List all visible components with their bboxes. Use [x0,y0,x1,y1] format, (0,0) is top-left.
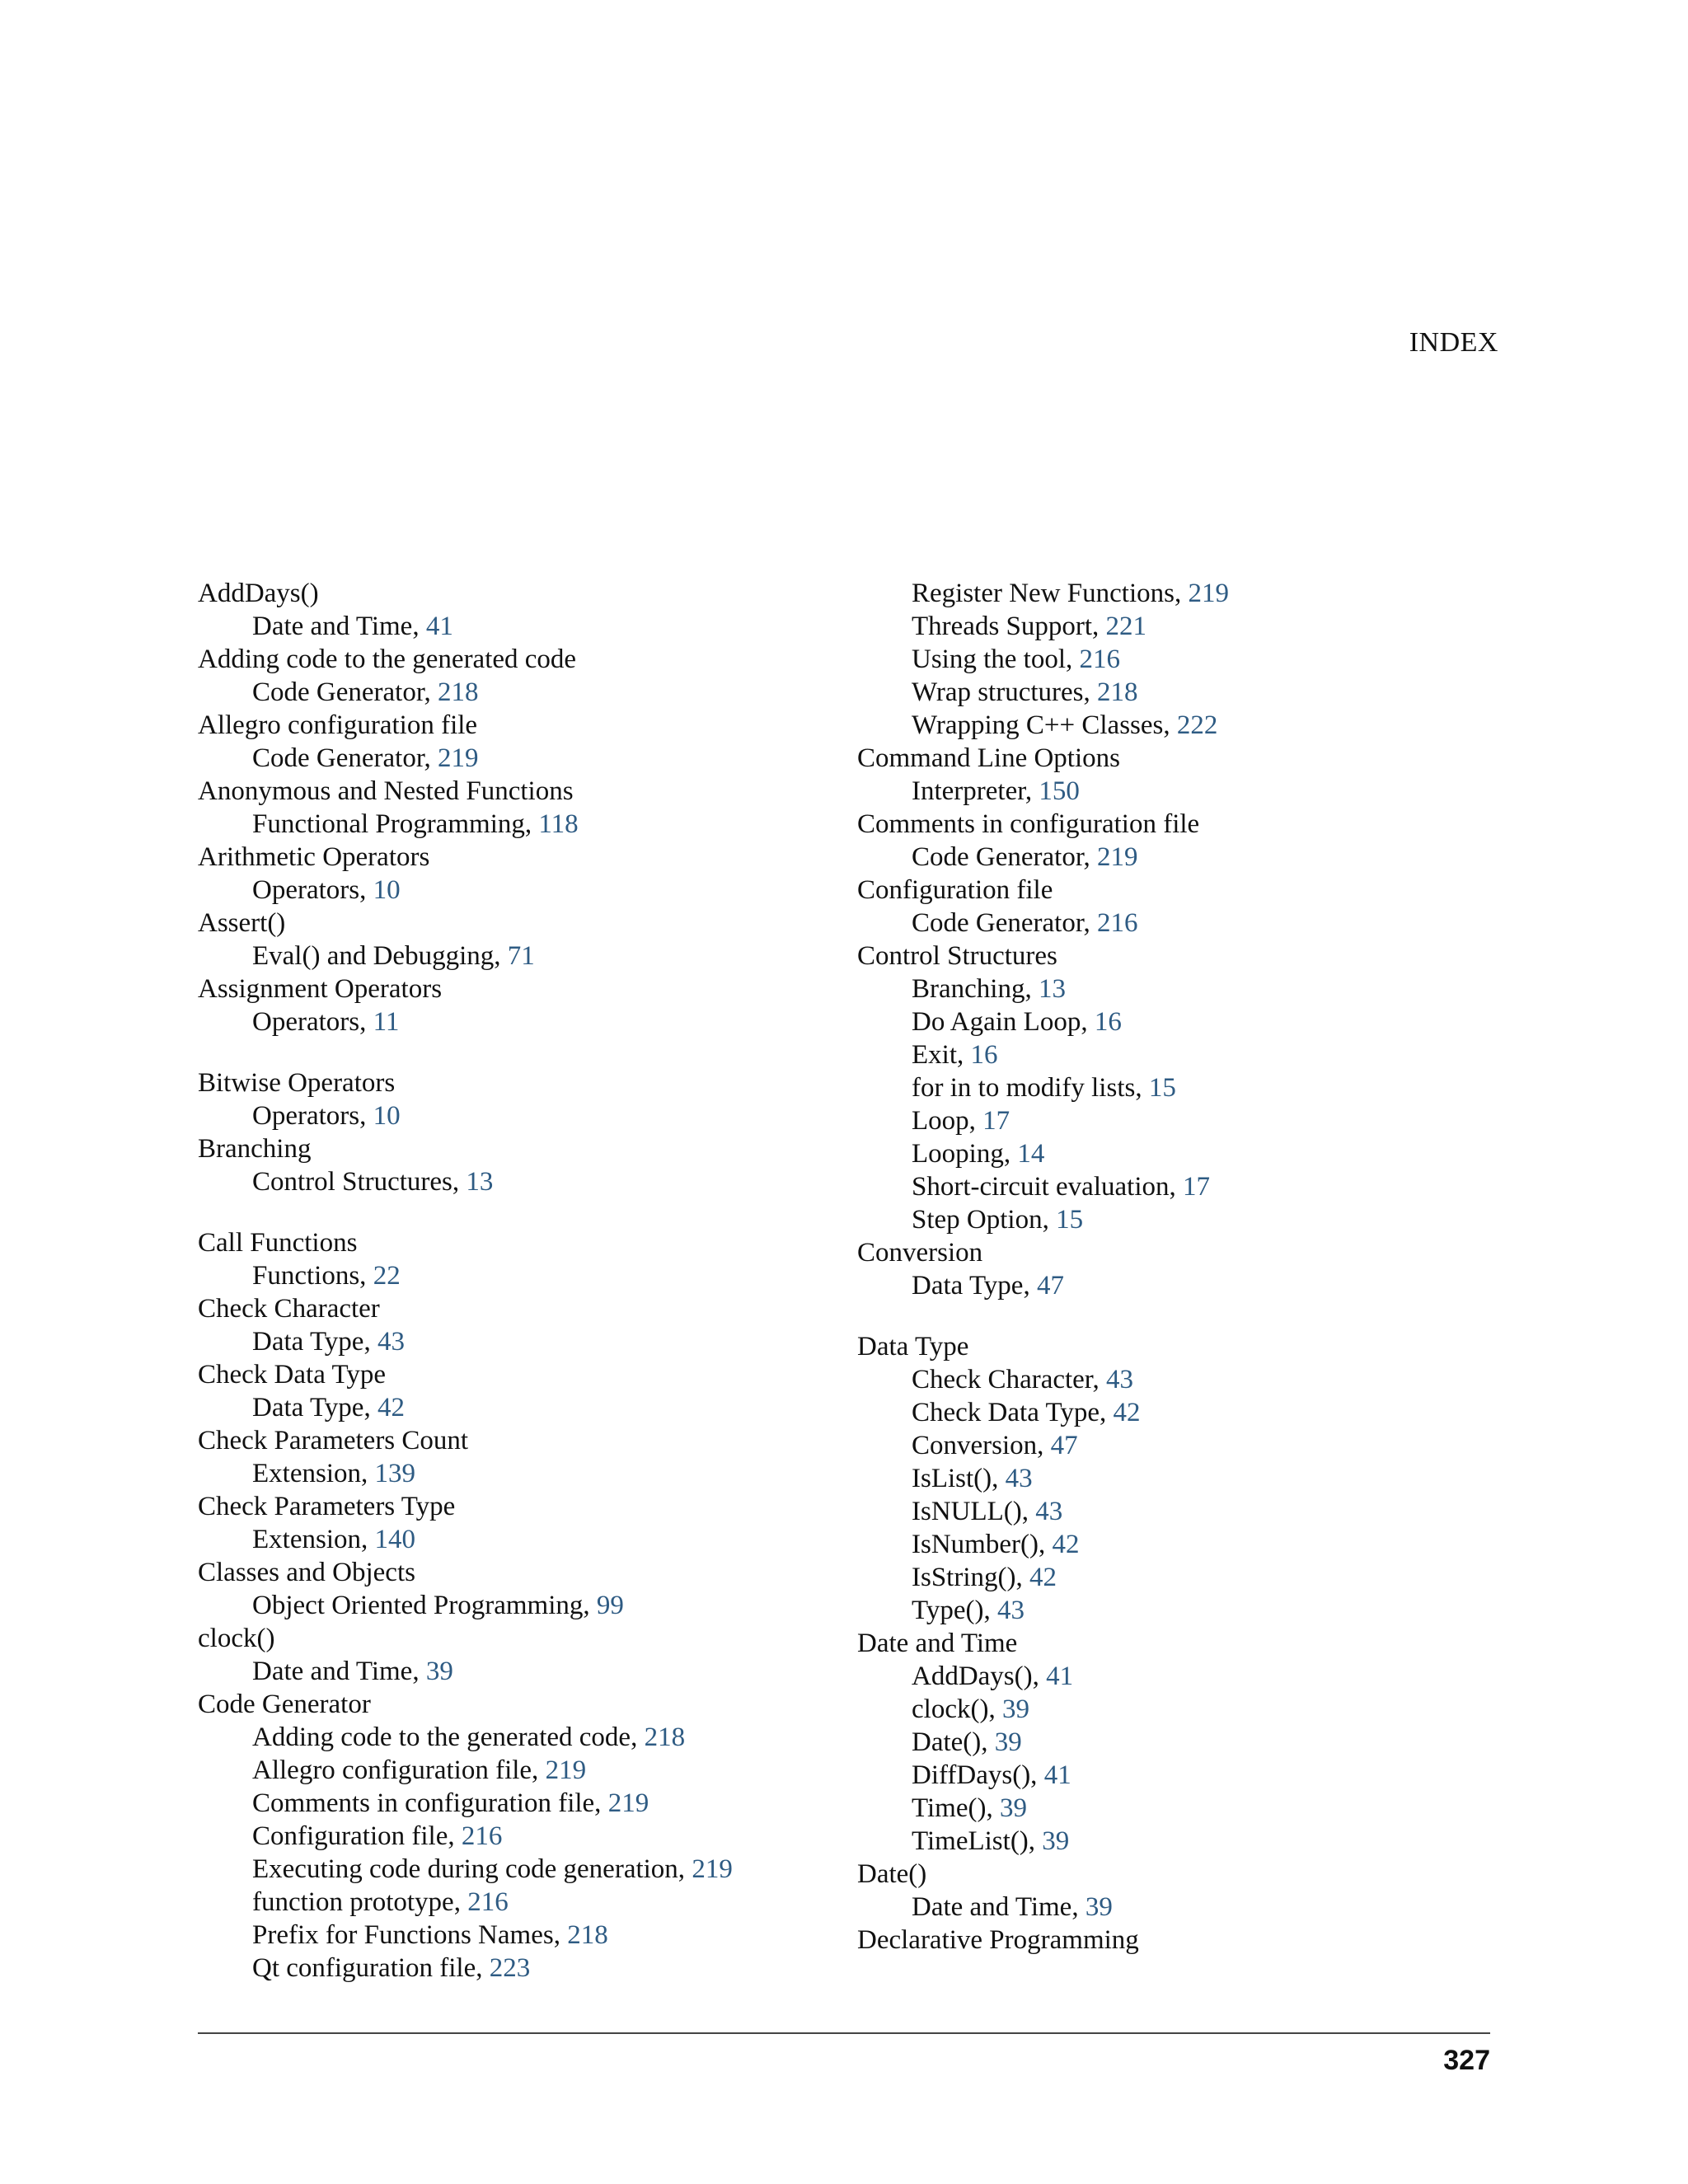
subentry-label: DiffDays(), [912,1760,1044,1790]
page-reference-link[interactable]: 216 [1079,644,1120,674]
index-term [198,1066,824,1099]
index-term [198,775,824,808]
term-label: Control Structures [857,941,1057,971]
letter-group-gap [198,1198,824,1226]
index-subentry [857,1396,1484,1429]
subentry-label: Functions, [252,1261,373,1291]
page-reference-link[interactable]: 216 [1097,908,1138,938]
subentry-label: Operators, [252,875,373,905]
index-subentry [198,1589,824,1622]
index-subentry [198,1165,824,1198]
index-subentry [857,1660,1484,1693]
term-label: Data Type [857,1332,969,1361]
index-term [857,1236,1484,1269]
term-label: Comments in configuration file [857,809,1200,839]
subentry-label: IsList(), [912,1464,1006,1493]
subentry-label: Comments in configuration file, [252,1788,608,1818]
page-reference-link[interactable]: 118 [538,809,579,839]
index-subentry [857,1038,1484,1071]
subentry-label: Code Generator, [912,842,1098,872]
subentry-label: clock(), [912,1694,1002,1724]
index-subentry [857,1825,1484,1858]
term-label: Allegro configuration file [198,710,478,740]
term-label: Date() [857,1859,927,1889]
page-reference-link[interactable]: 218 [567,1920,608,1950]
page-reference-link[interactable]: 43 [1035,1497,1063,1526]
index-subentry [857,1891,1484,1924]
index-subentry [198,1099,824,1132]
letter-group-gap [857,1302,1484,1330]
index-subentry [857,1363,1484,1396]
page-reference-link[interactable]: 219 [545,1755,587,1785]
index-term [857,874,1484,907]
page-reference-link[interactable]: 39 [425,1657,453,1686]
subentry-label: Allegro configuration file, [252,1755,546,1785]
subentry-label: Do Again Loop, [912,1007,1095,1037]
page-reference-link[interactable]: 39 [1001,1694,1029,1724]
index-subentry [198,676,824,709]
subentry-label: Conversion, [912,1431,1051,1460]
page-reference-link[interactable]: 14 [1017,1139,1045,1169]
term-label: Check Parameters Type [198,1492,456,1521]
subentry-label: Extension, [252,1525,375,1554]
page-reference-link[interactable]: 47 [1050,1431,1078,1460]
page-reference-link[interactable]: 39 [994,1727,1022,1757]
subentry-label: Prefix for Functions Names, [252,1920,568,1950]
subentry-label: Executing code during code generation, [252,1854,692,1884]
letter-group-gap [198,1038,824,1066]
page-reference-link[interactable]: 41 [1046,1661,1074,1691]
subentry-label: Threads Support, [912,612,1106,641]
subentry-label: Register New Functions, [912,579,1189,608]
page-reference-link[interactable]: 41 [425,612,453,641]
running-header-title: INDEX [1409,327,1498,358]
subentry-label: Type(), [912,1596,997,1625]
index-subentry [198,1005,824,1038]
subentry-label: Code Generator, [252,743,438,773]
index-term [198,1688,824,1721]
index-term [198,1424,824,1457]
page-reference-link[interactable]: 11 [373,1007,400,1037]
index-column-left [198,577,824,1985]
subentry-label: TimeList(), [912,1826,1043,1856]
page-reference-link[interactable]: 10 [373,875,401,905]
page-reference-link[interactable]: 216 [461,1821,503,1851]
term-label: Conversion [857,1238,983,1268]
index-subentry [198,940,824,972]
subentry-label: function prototype, [252,1887,468,1917]
subentry-label: Object Oriented Programming, [252,1591,597,1620]
page-reference-link[interactable]: 22 [373,1261,401,1291]
index-subentry [198,1655,824,1688]
subentry-label: for in to modify lists, [912,1073,1149,1103]
subentry-label: Interpreter, [912,776,1039,806]
index-subentry [857,1429,1484,1462]
subentry-label: Data Type, [252,1327,377,1357]
subentry-label: Extension, [252,1459,375,1488]
term-label: Assignment Operators [198,974,443,1004]
subentry-label: Date and Time, [252,1657,426,1686]
page-reference-link[interactable]: 219 [1097,842,1138,872]
index-term [198,972,824,1005]
subentry-label: AddDays(), [912,1661,1047,1691]
index-subentry [857,1071,1484,1104]
index-term [198,841,824,874]
subentry-label: Wrapping C++ Classes, [912,710,1177,740]
page-reference-link[interactable]: 15 [1056,1205,1084,1235]
index-subentry [857,643,1484,676]
term-label: Anonymous and Nested Functions [198,776,574,806]
subentry-label: IsNULL(), [912,1497,1036,1526]
index-subentry [198,1919,824,1952]
subentry-label: Exit, [912,1040,971,1070]
index-term [198,1292,824,1325]
subentry-label: Operators, [252,1007,373,1037]
page-reference-link[interactable]: 39 [1085,1892,1113,1922]
page-reference-link[interactable]: 13 [466,1167,494,1197]
subentry-label: Check Character, [912,1365,1106,1394]
index-subentry [857,1104,1484,1137]
term-label: Check Character [198,1294,380,1324]
page-reference-link[interactable]: 13 [1038,974,1066,1004]
page-reference-link[interactable]: 216 [467,1887,509,1917]
subentry-label: Code Generator, [252,677,438,707]
index-term [198,907,824,940]
page-reference-link[interactable]: 10 [373,1101,401,1131]
index-term [198,709,824,742]
subentry-label: Configuration file, [252,1821,462,1851]
page-reference-link[interactable]: 42 [1029,1563,1057,1592]
page-reference-link[interactable]: 16 [970,1040,998,1070]
index-term [198,1132,824,1165]
subentry-label: Data Type, [912,1271,1037,1301]
index-subentry [857,1495,1484,1528]
index-column-right [857,577,1484,1957]
index-subentry [198,1853,824,1886]
page-reference-link[interactable]: 71 [507,941,535,971]
index-subentry [198,1886,824,1919]
page-reference-link[interactable]: 219 [438,743,479,773]
term-label: Configuration file [857,875,1053,905]
index-term [857,940,1484,972]
index-subentry [857,577,1484,610]
subentry-label: Control Structures, [252,1167,467,1197]
term-label: clock() [198,1624,275,1653]
page-reference-link[interactable]: 222 [1176,710,1218,740]
index-term [857,808,1484,841]
index-term [857,1330,1484,1363]
page-reference-link[interactable]: 43 [1105,1365,1133,1394]
page-reference-link[interactable]: 39 [1042,1826,1070,1856]
subentry-label: Wrap structures, [912,677,1098,707]
term-label: Declarative Programming [857,1925,1139,1955]
term-label: Classes and Objects [198,1558,415,1587]
term-label: Assert() [198,908,286,938]
index-subentry [857,1269,1484,1302]
index-subentry [857,676,1484,709]
subentry-label: Qt configuration file, [252,1953,490,1983]
index-subentry [857,841,1484,874]
subentry-label: Data Type, [252,1393,377,1422]
subentry-label: Time(), [912,1793,1000,1823]
page-reference-link[interactable]: 43 [1005,1464,1033,1493]
index-subentry [857,1203,1484,1236]
index-subentry [857,1561,1484,1594]
term-label: Call Functions [198,1228,358,1258]
term-label: Bitwise Operators [198,1068,396,1098]
page-reference-link[interactable]: 17 [982,1106,1010,1136]
index-subentry [857,972,1484,1005]
subentry-label: Check Data Type, [912,1398,1114,1427]
index-subentry [857,1005,1484,1038]
index-subentry [857,1170,1484,1203]
term-label: Adding code to the generated code [198,644,577,674]
index-subentry [857,1462,1484,1495]
subentry-label: Date and Time, [252,612,426,641]
page-reference-link[interactable]: 42 [1052,1530,1080,1559]
subentry-label: Functional Programming, [252,809,539,839]
term-label: Arithmetic Operators [198,842,430,872]
footer-divider [198,2032,1490,2034]
index-term [857,1627,1484,1660]
subentry-label: Date and Time, [912,1892,1085,1922]
index-subentry [857,1137,1484,1170]
page-reference-link[interactable]: 139 [374,1459,415,1488]
index-subentry [198,1820,824,1853]
index-subentry [198,1754,824,1787]
subentry-label: Adding code to the generated code, [252,1722,645,1752]
page-reference-link[interactable]: 218 [438,677,479,707]
index-subentry [857,1792,1484,1825]
page-reference-link[interactable]: 150 [1039,776,1080,806]
index-term [198,1622,824,1655]
subentry-label: Date(), [912,1727,995,1757]
index-subentry [198,1787,824,1820]
subentry-label: Using the tool, [912,644,1080,674]
page-reference-link[interactable]: 47 [1036,1271,1064,1301]
index-subentry [198,1952,824,1985]
page-reference-link[interactable]: 43 [377,1327,405,1357]
term-label: Check Data Type [198,1360,387,1390]
index-subentry [198,742,824,775]
index-term [857,1924,1484,1957]
index-subentry [198,1325,824,1358]
index-subentry [857,709,1484,742]
page-reference-link[interactable]: 39 [999,1793,1027,1823]
subentry-label: Short-circuit evaluation, [912,1172,1183,1202]
page-reference-link[interactable]: 42 [1113,1398,1141,1427]
page-reference-link[interactable]: 219 [607,1788,649,1818]
index-subentry [857,1528,1484,1561]
index-term [857,1858,1484,1891]
page-reference-link[interactable]: 42 [377,1393,405,1422]
subentry-label: IsString(), [912,1563,1029,1592]
subentry-label: Code Generator, [912,908,1098,938]
term-label: Command Line Options [857,743,1120,773]
index-term [198,1556,824,1589]
index-term [198,643,824,676]
index-subentry [198,1391,824,1424]
index-term [198,1226,824,1259]
page-reference-link[interactable]: 223 [489,1953,531,1983]
index-subentry [198,874,824,907]
subentry-label: Step Option, [912,1205,1057,1235]
index-subentry [198,610,824,643]
subentry-label: Eval() and Debugging, [252,941,508,971]
index-term [198,1490,824,1523]
index-subentry [857,1594,1484,1627]
subentry-label: Loop, [912,1106,983,1136]
index-term [198,1358,824,1391]
page-reference-link[interactable]: 17 [1183,1172,1210,1202]
index-term [198,577,824,610]
index-subentry [198,1457,824,1490]
page-reference-link[interactable]: 219 [1188,579,1229,608]
index-subentry [857,610,1484,643]
page-reference-link[interactable]: 43 [996,1596,1025,1625]
term-label: Check Parameters Count [198,1426,469,1455]
index-subentry [198,1721,824,1754]
page-reference-link[interactable]: 218 [644,1722,686,1752]
index-subentry [857,1726,1484,1759]
index-subentry [198,1259,824,1292]
term-label: Date and Time [857,1629,1018,1658]
page-reference-link[interactable]: 221 [1105,612,1147,641]
index-subentry [857,907,1484,940]
term-label: Branching [198,1134,312,1164]
page-reference-link[interactable]: 219 [692,1854,733,1884]
page-reference-link[interactable]: 140 [374,1525,415,1554]
index-subentry [857,1759,1484,1792]
page-reference-link[interactable]: 15 [1148,1073,1176,1103]
index-subentry [198,1523,824,1556]
page-reference-link[interactable]: 218 [1097,677,1138,707]
term-label: Code Generator [198,1690,371,1719]
page-reference-link[interactable]: 16 [1094,1007,1122,1037]
term-label: AddDays() [198,579,319,608]
page-number: 327 [1443,2045,1490,2076]
index-subentry [857,775,1484,808]
index-subentry [198,808,824,841]
page-reference-link[interactable]: 99 [596,1591,624,1620]
subentry-label: Branching, [912,974,1039,1004]
subentry-label: IsNumber(), [912,1530,1053,1559]
index-term [857,742,1484,775]
page-reference-link[interactable]: 41 [1043,1760,1071,1790]
index-subentry [857,1693,1484,1726]
subentry-label: Looping, [912,1139,1018,1169]
subentry-label: Operators, [252,1101,373,1131]
